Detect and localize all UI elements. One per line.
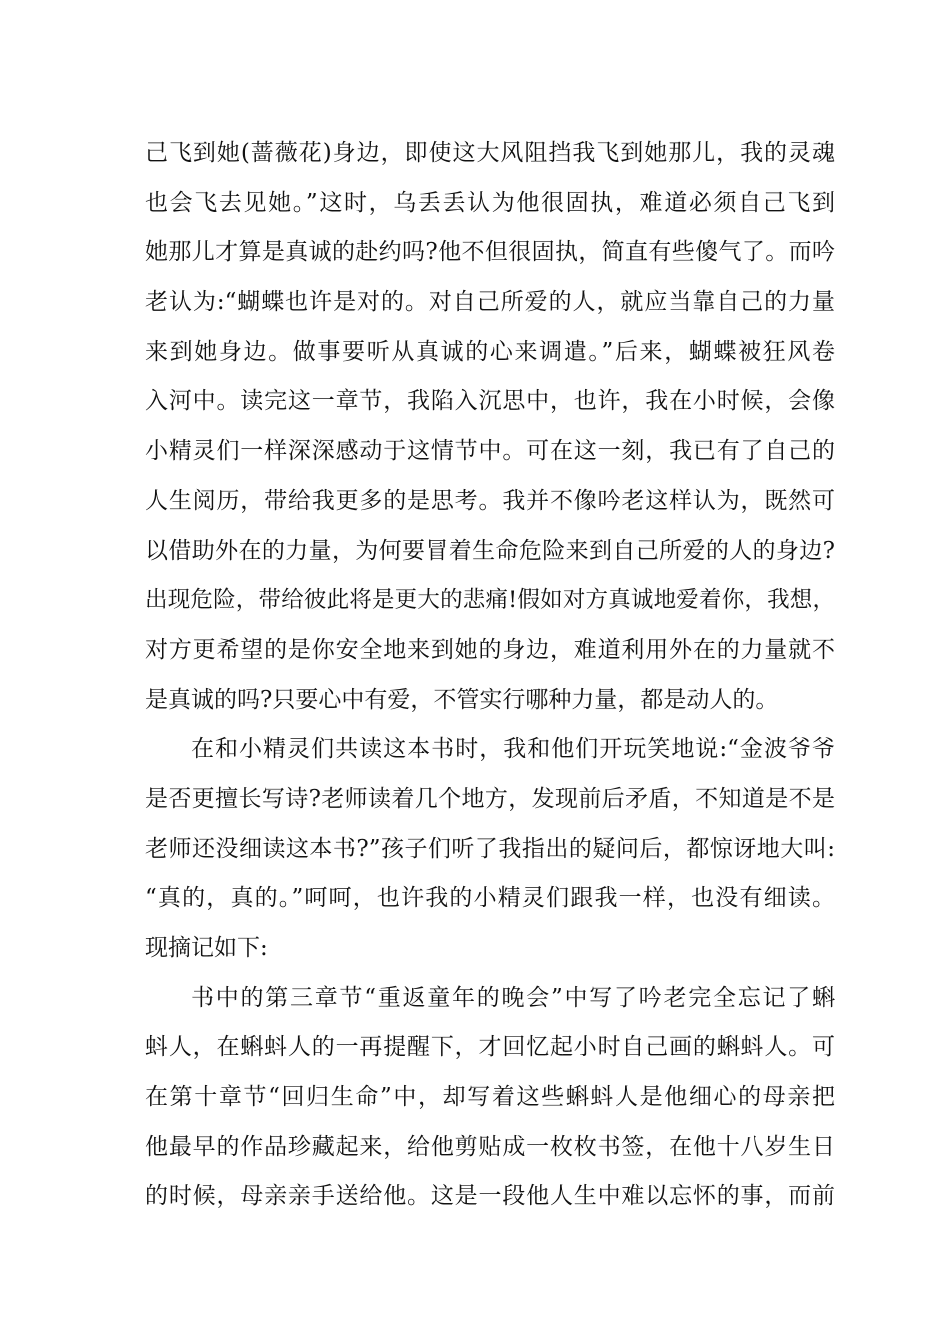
text-line: 来到她身边。做事要听从真诚的心来调遣。”后来，蝴蝶被狂风卷 bbox=[145, 338, 835, 365]
text-line: 也会飞去见她。”这时，乌丢丢认为他很固执，难道必须自己飞到 bbox=[145, 189, 835, 216]
text-line: 在和小精灵们共读这本书时，我和他们开玩笑地说:“金波爷爷 bbox=[191, 736, 835, 763]
text-line: 现摘记如下: bbox=[145, 935, 268, 961]
text-line: 己飞到她(蔷薇花)身边，即使这大风阻挡我飞到她那儿，我的灵魂 bbox=[145, 140, 835, 166]
text-line: 入河中。读完这一章节，我陷入沉思中，也许，我在小时候，会像 bbox=[145, 388, 835, 415]
text-line: 老师还没细读这本书?”孩子们听了我指出的疑问后，都惊讶地大叫: bbox=[145, 835, 835, 862]
text-line: 出现危险，带给彼此将是更大的悲痛!假如对方真诚地爱着你，我想， bbox=[145, 587, 835, 614]
paragraph-3 bbox=[145, 974, 835, 1222]
text-line: 以借助外在的力量，为何要冒着生命危险来到自己所爱的人的身边? bbox=[145, 537, 835, 564]
text-line: 对方更希望的是你安全地来到她的身边，难道利用外在的力量就不 bbox=[145, 636, 835, 663]
text-line: 书中的第三章节“重返童年的晚会”中写了吟老完全忘记了蝌 bbox=[191, 984, 835, 1011]
text-line: 她那儿才算是真诚的赴约吗?他不但很固执，简直有些傻气了。而吟 bbox=[145, 239, 835, 266]
document-body bbox=[145, 129, 835, 1222]
text-line: “真的，真的。”呵呵，也许我的小精灵们跟我一样，也没有细读。 bbox=[145, 885, 835, 912]
text-line: 在第十章节“回归生命”中，却写着这些蝌蚪人是他细心的母亲把 bbox=[145, 1084, 835, 1111]
text-line: 是否更擅长写诗?老师读着几个地方，发现前后矛盾，不知道是不是 bbox=[145, 785, 835, 812]
text-line: 老认为:“蝴蝶也许是对的。对自己所爱的人，就应当靠自己的力量 bbox=[145, 289, 835, 316]
text-line: 的时候，母亲亲手送给他。这是一段他人生中难以忘怀的事，而前 bbox=[145, 1183, 835, 1210]
text-line: 他最早的作品珍藏起来，给他剪贴成一枚枚书签，在他十八岁生日 bbox=[145, 1133, 835, 1160]
text-line: 人生阅历，带给我更多的是思考。我并不像吟老这样认为，既然可 bbox=[145, 487, 835, 514]
paragraph-1 bbox=[145, 129, 835, 725]
text-line: 是真诚的吗?只要心中有爱，不管实行哪种力量，都是动人的。 bbox=[145, 686, 779, 713]
text-line: 小精灵们一样深深感动于这情节中。可在这一刻，我已有了自己的 bbox=[145, 438, 835, 465]
text-line: 蚪人，在蝌蚪人的一再提醒下，才回忆起小时自己画的蝌蚪人。可 bbox=[145, 1034, 835, 1061]
paragraph-2 bbox=[145, 725, 835, 973]
